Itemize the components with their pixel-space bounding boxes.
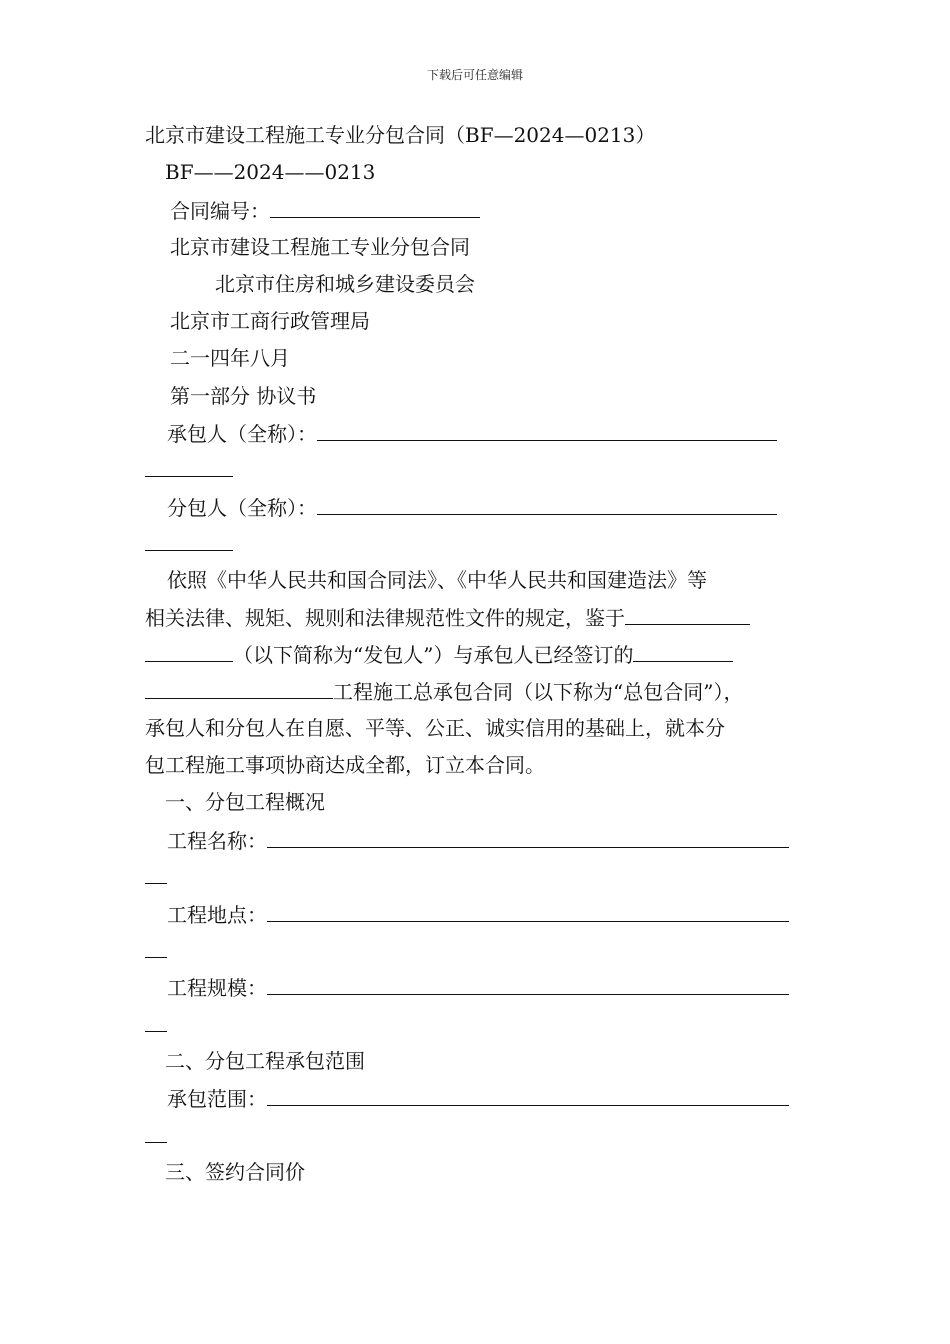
project-name-label: 工程名称： (167, 829, 267, 853)
issuer-industry-bureau: 北京市工商行政管理局 (170, 309, 370, 333)
contractor-blank[interactable] (317, 418, 777, 441)
para1-line3 (145, 639, 733, 669)
scope-label: 承包范围： (167, 1087, 267, 1111)
document-title: 北京市建设工程施工专业分包合同（BF—2024—0213） (145, 123, 656, 147)
para1-line2 (145, 602, 750, 632)
project-site-blank-cont (145, 935, 167, 965)
para1-line1: 依照《中华人民共和国合同法》、《中华人民共和国建造法》等 (167, 568, 707, 592)
signed-contract-blank-continued[interactable] (145, 676, 333, 699)
para1-line4-text: 工程施工总承包合同（以下称为“总包合同”）， (333, 680, 744, 704)
section-three-heading: 三、签约合同价 (165, 1160, 305, 1184)
cover-title: 北京市建设工程施工专业分包合同 (170, 235, 470, 259)
project-scale-label: 工程规模： (167, 976, 267, 1000)
issue-date: 二一四年八月 (170, 346, 290, 370)
document-code: BF——2024——0213 (165, 160, 376, 184)
section-one-heading: 一、分包工程概况 (165, 790, 325, 814)
section-two-heading: 二、分包工程承包范围 (165, 1049, 365, 1073)
subcontractor-row (167, 492, 777, 522)
project-scale-blank-continued[interactable] (145, 1009, 167, 1032)
contractor-label: 承包人（全称）： (167, 422, 317, 446)
page-header: 下载后可任意编辑 (426, 68, 523, 82)
project-scale-blank[interactable] (267, 972, 789, 995)
project-site-row (167, 899, 789, 929)
para1-line2-text: 相关法律、规矩、规则和法律规范性文件的规定，鉴于 (145, 606, 625, 630)
scope-blank-cont (145, 1120, 167, 1150)
subcontractor-label: 分包人（全称）： (167, 496, 317, 520)
contractor-blank-cont (145, 454, 233, 484)
project-scale-blank-cont (145, 1009, 167, 1039)
scope-row (167, 1083, 789, 1113)
project-site-label: 工程地点： (167, 903, 267, 927)
para1-line5: 承包人和分包人在自愿、平等、公正、诚实信用的基础上，就本分 (145, 716, 725, 740)
project-site-blank-continued[interactable] (145, 935, 167, 958)
employer-blank[interactable] (625, 602, 750, 625)
contract-number-row (170, 195, 480, 225)
para1-line6: 包工程施工事项协商达成全都，订立本合同。 (145, 753, 545, 777)
subcontractor-blank-continued[interactable] (145, 528, 233, 551)
para1-line3-text: （以下简称为“发包人”）与承包人已经签订的 (233, 643, 634, 667)
issuer-housing-commission: 北京市住房和城乡建设委员会 (215, 272, 475, 296)
project-name-row (167, 825, 789, 855)
subcontractor-blank[interactable] (317, 492, 777, 515)
contract-number-blank[interactable] (270, 195, 480, 218)
scope-blank-continued[interactable] (145, 1120, 167, 1143)
subcontractor-blank-cont (145, 528, 233, 558)
employer-blank-continued[interactable] (145, 639, 233, 662)
project-name-blank-cont (145, 861, 167, 891)
project-scale-row (167, 972, 789, 1002)
contractor-row (167, 418, 777, 448)
scope-blank[interactable] (267, 1083, 789, 1106)
contract-number-label: 合同编号： (170, 199, 270, 223)
project-name-blank[interactable] (267, 825, 789, 848)
project-site-blank[interactable] (267, 899, 789, 922)
part-one-heading: 第一部分 协议书 (170, 384, 317, 408)
signed-contract-blank[interactable] (633, 639, 733, 662)
contractor-blank-continued[interactable] (145, 454, 233, 477)
para1-line4 (145, 676, 743, 706)
project-name-blank-continued[interactable] (145, 861, 167, 884)
